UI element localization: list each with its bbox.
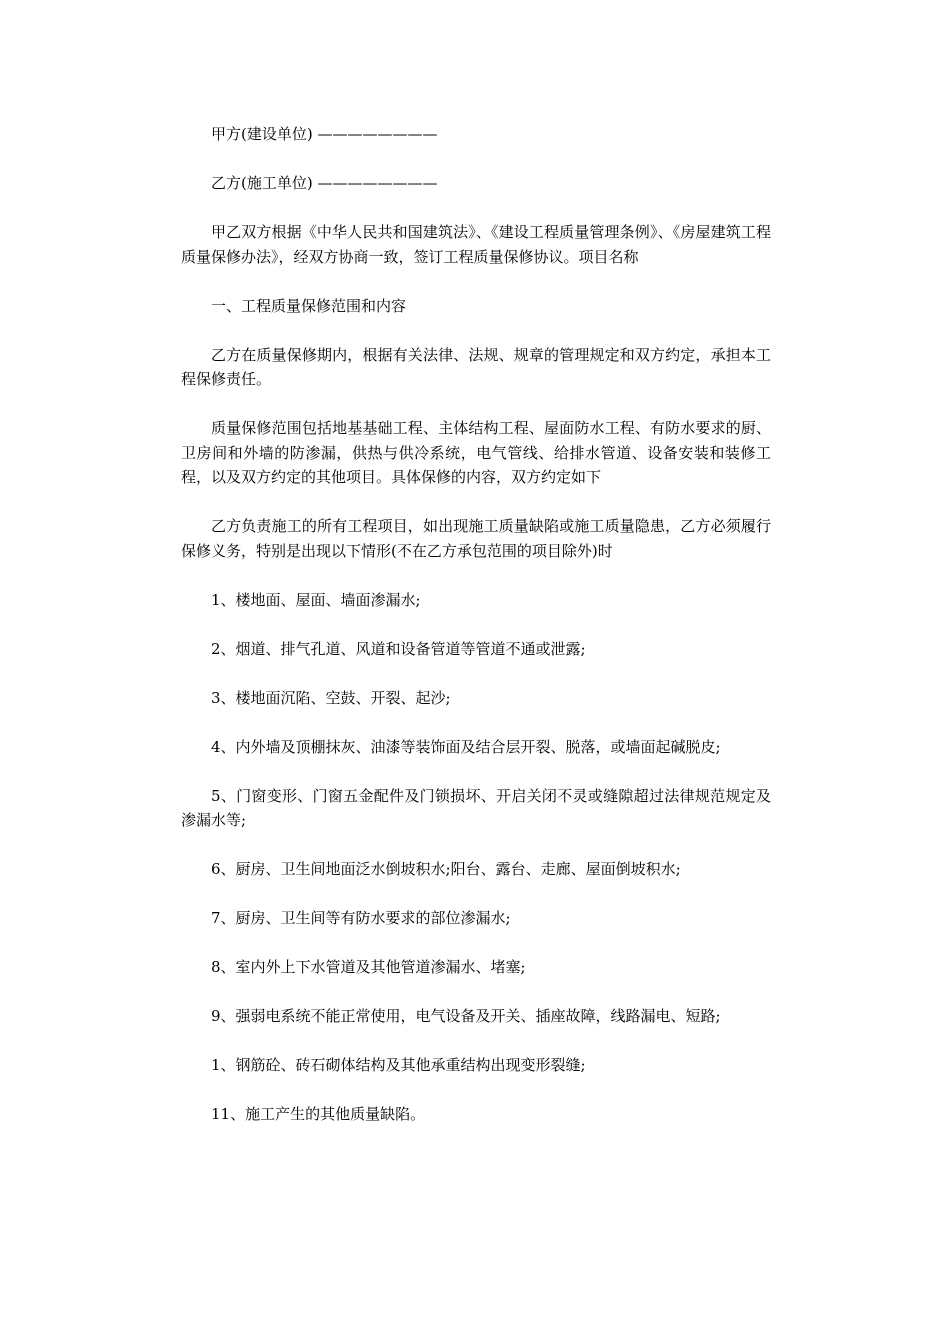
list-item: 3、楼地面沉陷、空鼓、开裂、起沙; — [211, 688, 451, 707]
obligation-paragraph: 乙方负责施工的所有工程项目，如出现施工质量缺陷或施工质量隐患，乙方必须履行保修义务，特别是出现以下情形(不在乙方承包范围的项目除外)时 — [181, 517, 771, 560]
document-body — [181, 122, 771, 1127]
list-item: 8、室内外上下水管道及其他管道渗漏水、堵塞; — [211, 958, 526, 976]
list-item: 11、施工产生的其他质量缺陷。 — [211, 1105, 426, 1123]
list-item: 6、厨房、卫生间地面泛水倒坡积水;阳台、露台、走廊、屋面倒坡积水; — [211, 860, 681, 878]
section-heading: 一、工程质量保修范围和内容 — [211, 296, 407, 315]
list-item: 1、楼地面、屋面、墙面渗漏水; — [211, 590, 421, 609]
list-item: 9、强弱电系统不能正常使用，电气设备及开关、插座故障，线路漏电、短路; — [211, 1007, 721, 1025]
list-item: 2、烟道、排气孔道、风道和设备管道等管道不通或泄露; — [211, 639, 586, 658]
preamble-paragraph: 甲乙双方根据《中华人民共和国建筑法》、《建设工程质量管理条例》、《房屋建筑工程质量保修办法》，经双方协商一致，签订工程质量保修协议。项目名称 — [181, 223, 771, 266]
list-item: 4、内外墙及顶棚抹灰、油漆等装饰面及结合层开裂、脱落，或墙面起碱脱皮; — [211, 737, 721, 756]
list-item: 7、厨房、卫生间等有防水要求的部位渗漏水; — [211, 909, 511, 927]
list-item: 1、钢筋砼、砖石砌体结构及其他承重结构出现变形裂缝; — [211, 1056, 586, 1074]
list-item: 5、门窗变形、门窗五金配件及门锁损坏、开启关闭不灵或缝隙超过法律规范规定及渗漏水等; — [181, 786, 771, 829]
scope-paragraph: 质量保修范围包括地基基础工程、主体结构工程、屋面防水工程、有防水要求的厨、卫房间和外墙的防渗漏，供热与供冷系统，电气管线、给排水管道、设备安装和装修工程，以及双方约定的其他项目。具体保修的内容，双方约定如下 — [181, 419, 771, 486]
party-a-line: 甲方(建设单位) ———————— — [211, 125, 438, 143]
responsibility-paragraph: 乙方在质量保修期内，根据有关法律、法规、规章的管理规定和双方约定，承担本工程保修责任。 — [181, 345, 771, 388]
party-b-line: 乙方(施工单位) ———————— — [211, 174, 438, 192]
